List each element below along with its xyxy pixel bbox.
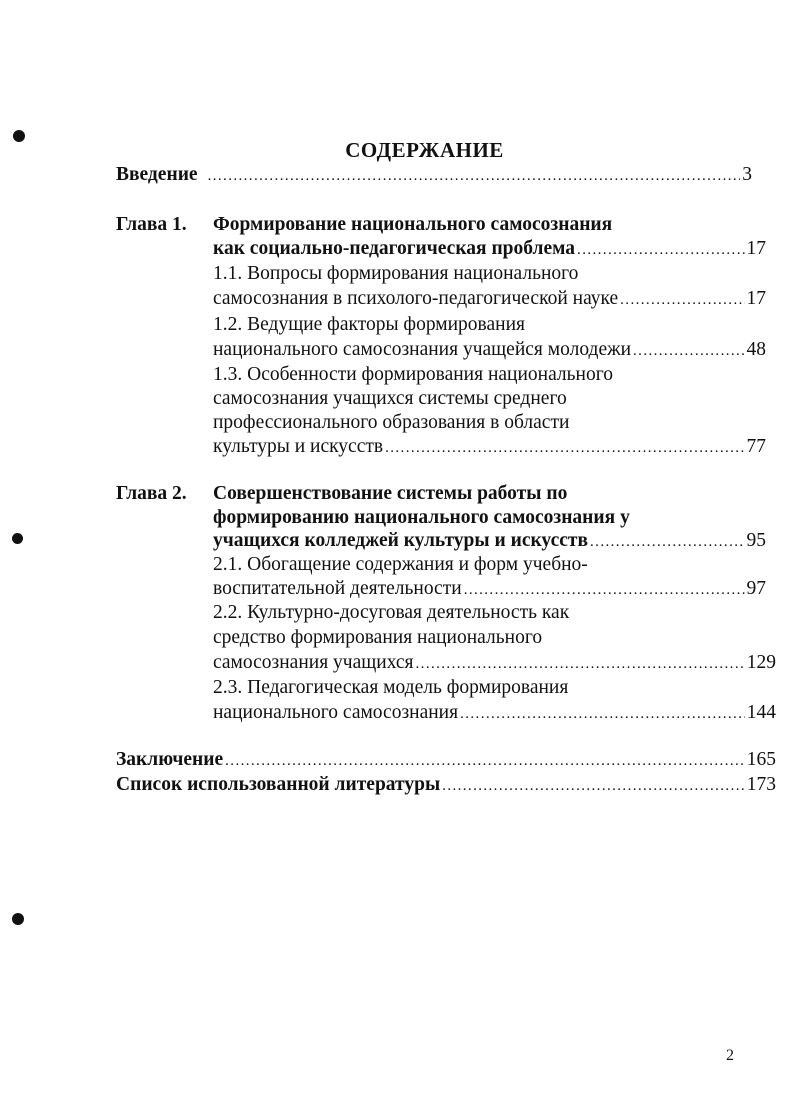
- section-title-line: 1.3. Особенности формирования национального: [213, 364, 614, 385]
- section-title-line: самосознания в психолого-педагогической науке: [213, 288, 619, 309]
- dot-leader: [464, 580, 745, 600]
- punch-hole-mark: [12, 913, 24, 925]
- section-title-line: национального самосознания: [213, 702, 459, 723]
- dot-leader: [460, 704, 745, 724]
- toc-page-number: 97: [746, 578, 766, 599]
- section-title-line: средство формирования национального: [213, 627, 543, 648]
- section-title-line: 2.1. Обогащение содержания и форм учебно-: [213, 554, 588, 575]
- chapter-title-line: учащихся колледжей культуры и искусств: [213, 530, 589, 551]
- dot-leader: [225, 751, 745, 771]
- section-title-line: 1.1. Вопросы формирования национального: [213, 263, 579, 284]
- toc-page-number: 144: [746, 702, 776, 723]
- dot-leader: [577, 240, 744, 260]
- chapter-title-line: формированию национального самосознания у: [213, 507, 630, 528]
- toc-entry-section-2-2: [213, 650, 776, 676]
- dot-leader: [385, 438, 744, 458]
- toc-page-number: 48: [746, 339, 766, 360]
- toc-page-number: 95: [746, 530, 766, 551]
- section-title-line: самосознания учащихся: [213, 652, 414, 673]
- toc-entry-chapter-2: [213, 528, 766, 554]
- toc-entry-section-2-1: [213, 576, 766, 602]
- toc-page-number: 165: [746, 749, 776, 770]
- dot-leader: [590, 532, 744, 552]
- toc-entry-label: Введение: [116, 164, 198, 185]
- dot-leader: [633, 341, 744, 361]
- section-title-line: самосознания учащихся системы среднего: [213, 388, 567, 409]
- chapter-label: Глава 2.: [116, 483, 187, 504]
- section-title-line: 1.2. Ведущие факторы формирования: [213, 314, 525, 335]
- punch-hole-mark: [12, 533, 23, 544]
- toc-page-number: 3: [742, 164, 752, 185]
- dot-leader: [208, 166, 741, 186]
- toc-page-number: 129: [746, 652, 776, 673]
- chapter-title-line: Совершенствование системы работы по: [213, 483, 568, 504]
- toc-entry-references: [116, 772, 776, 798]
- page-title: СОДЕРЖАНИЕ: [345, 138, 504, 162]
- toc-page-number: 17: [746, 238, 766, 259]
- chapter-title-line: Формирование национального самосознания: [213, 214, 613, 235]
- toc-entry-intro: [116, 162, 752, 188]
- toc-entry-conclusion: [116, 747, 776, 773]
- section-title-line: профессионального образования в области: [213, 412, 570, 433]
- dot-leader: [620, 290, 744, 310]
- dot-leader: [416, 654, 745, 674]
- toc-entry-label: Список использованной литературы: [116, 774, 441, 795]
- toc-entry-section-1-2: [213, 337, 766, 363]
- page-number: 2: [726, 1047, 734, 1064]
- chapter-label: Глава 1.: [116, 214, 187, 235]
- toc-page-number: 173: [746, 774, 776, 795]
- toc-entry-chapter-1: [213, 236, 766, 262]
- toc-entry-label: Заключение: [116, 749, 224, 770]
- section-title-line: национального самосознания учащейся молодежи: [213, 339, 632, 360]
- toc-entry-section-1-1: [213, 286, 766, 312]
- toc-page-number: 17: [746, 288, 766, 309]
- section-title-line: 2.3. Педагогическая модель формирования: [213, 677, 569, 698]
- dot-leader: [442, 776, 745, 796]
- section-title-line: 2.2. Культурно-досуговая деятельность как: [213, 602, 570, 623]
- toc-entry-section-1-3: [213, 434, 766, 460]
- chapter-title-line: как социально-педагогическая проблема: [213, 238, 576, 259]
- toc-page-number: 77: [746, 436, 766, 457]
- section-title-line: культуры и искусств: [213, 436, 384, 457]
- section-title-line: воспитательной деятельности: [213, 578, 462, 599]
- toc-entry-section-2-3: [213, 700, 776, 726]
